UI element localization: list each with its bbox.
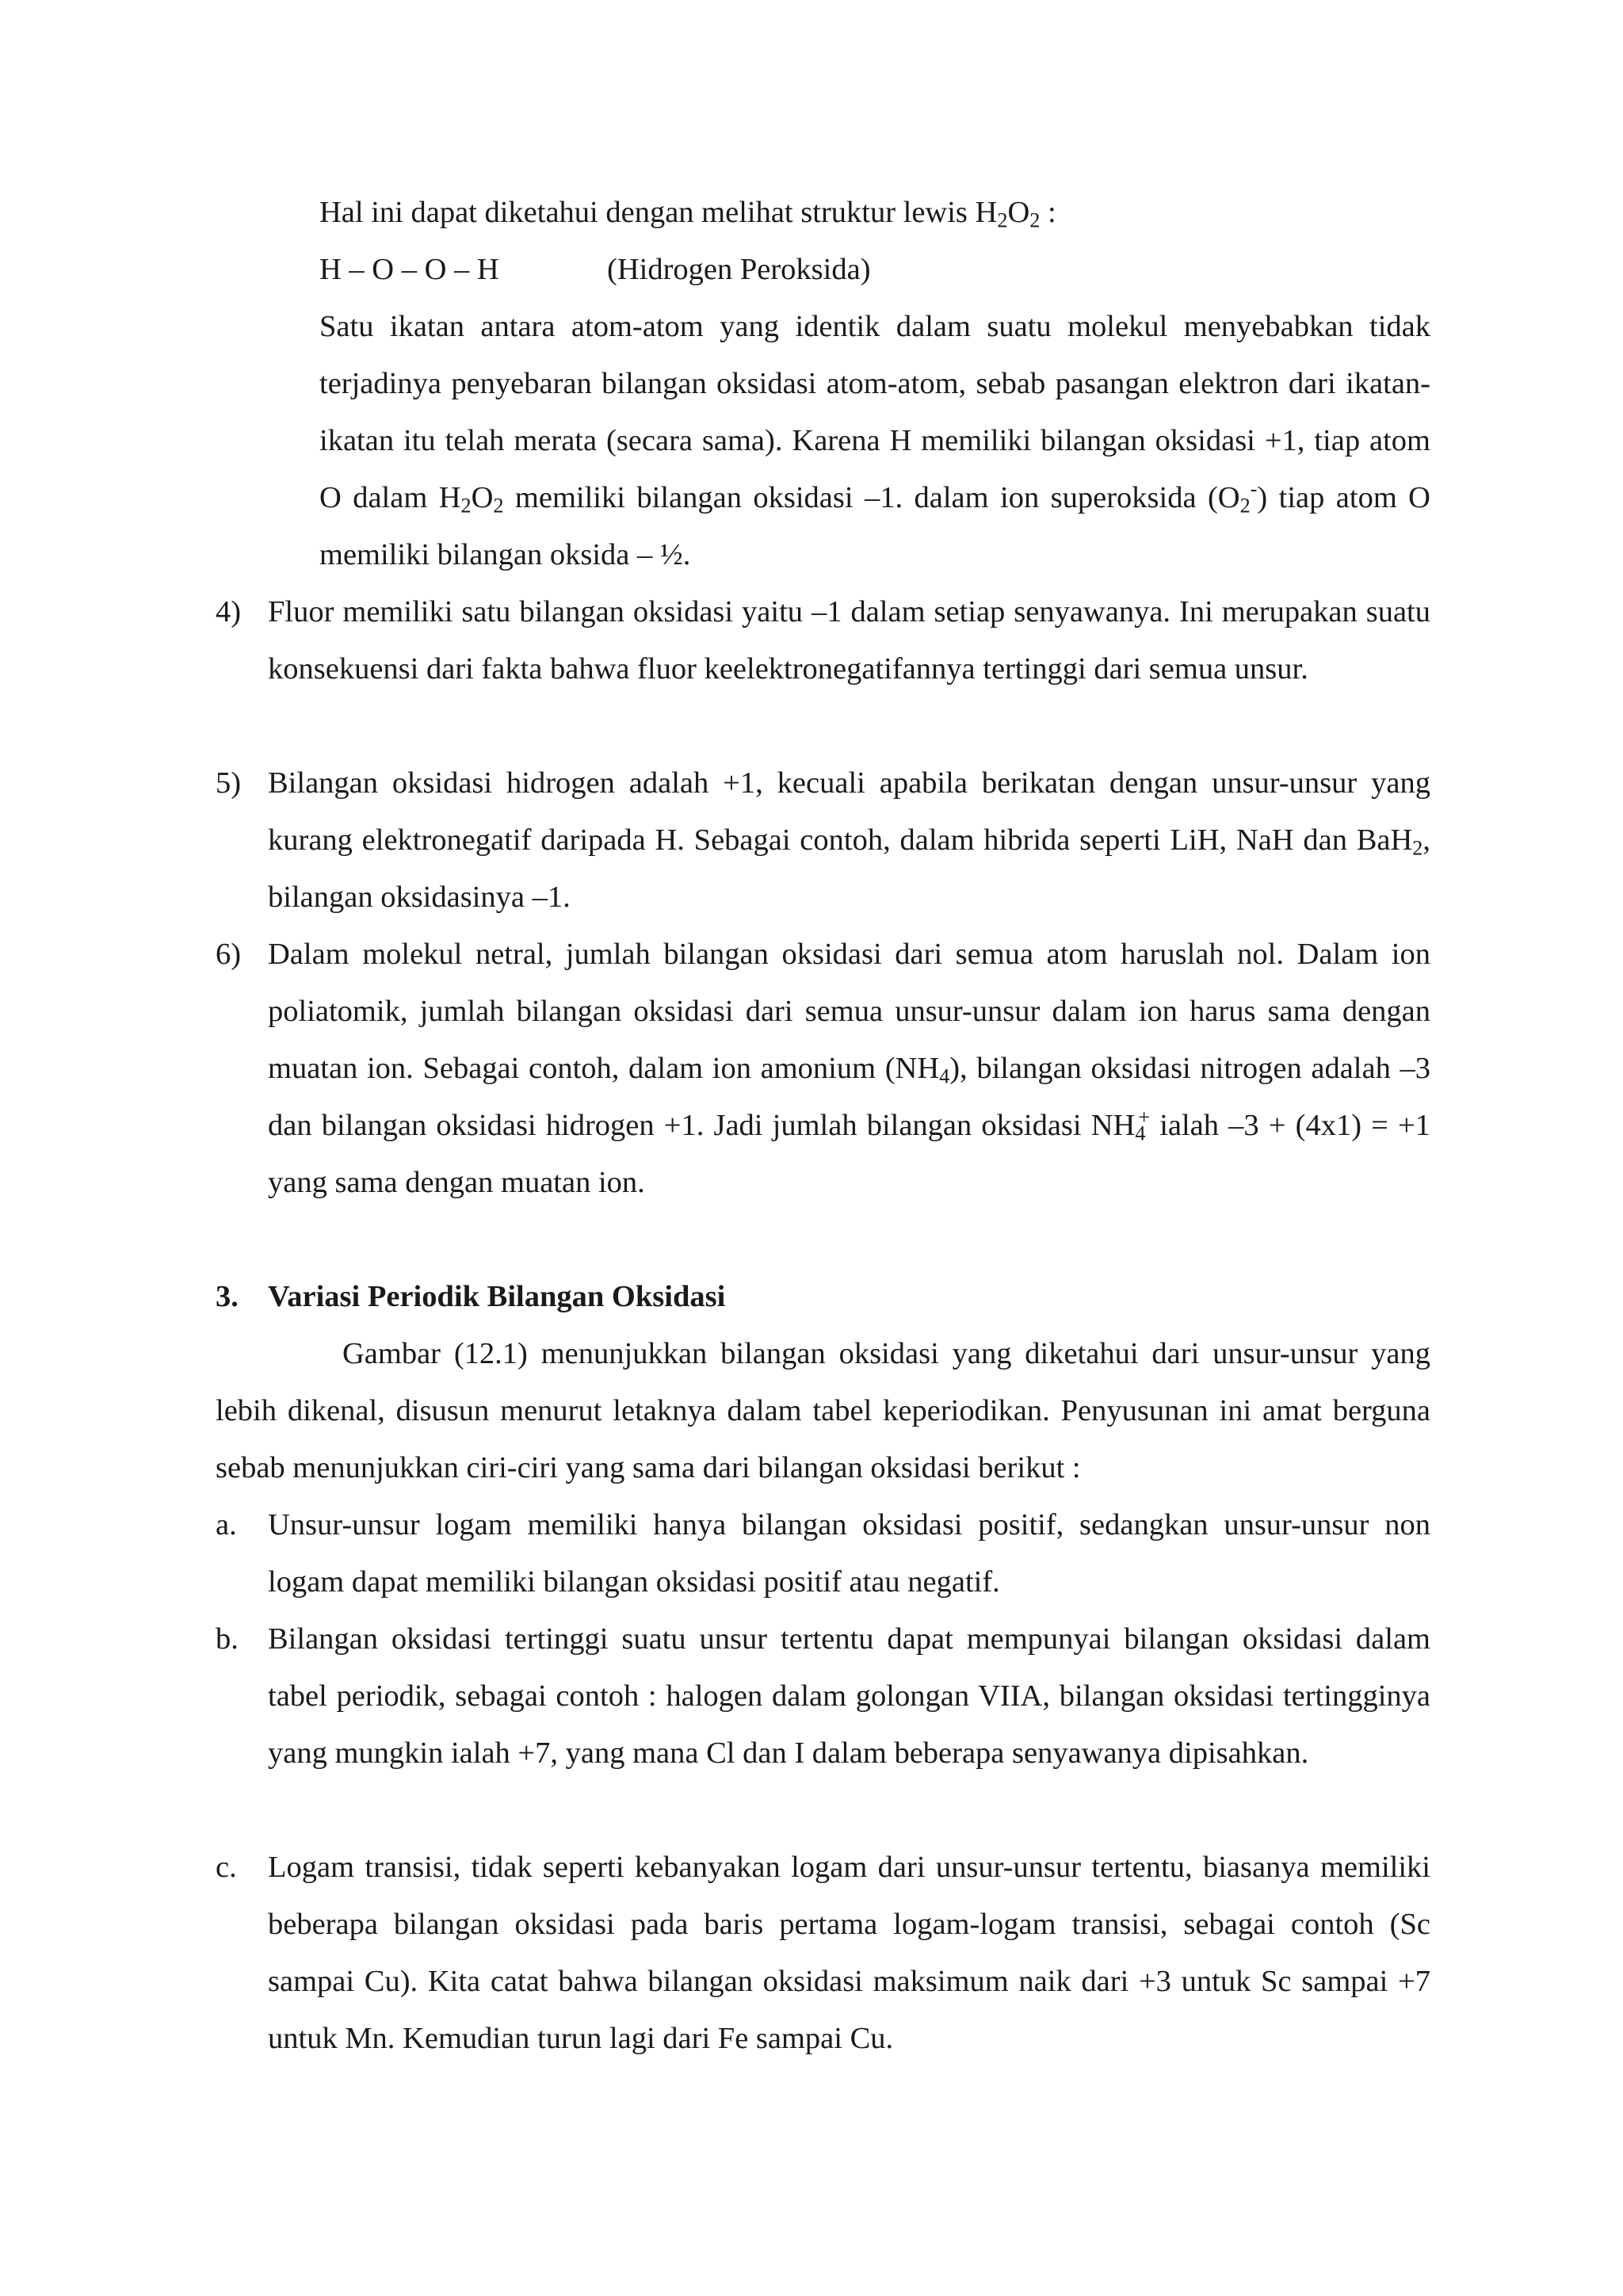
rule-text: , bilangan oksidasinya –1. — [268, 823, 1430, 914]
rule-text: Dalam molekul netral, jumlah bilangan oksidasi dari semua atom haruslah nol. Dalam ion poliatomik, jumlah bilangan oksidasi dari semua unsur-unsur dalam ion harus sama dengan muatan ion. Sebagai contoh, dalam ion amonium (NH — [268, 938, 1430, 1085]
rule-text: ialah –3 + (4x1) = +1 yang sama dengan muatan ion. — [268, 1109, 1430, 1199]
formula-o: O — [471, 481, 494, 514]
item-a-text: Unsur-unsur logam memiliki hanya bilangan oksidasi positif, sedangkan unsur-unsur non logam dapat memiliki bilangan oksidasi positif atau negatif. — [268, 1508, 1430, 1599]
para-text: Satu ikatan antara atom-atom yang identik dalam suatu molekul menyebabkan tidak terjadinya penyebaran bilangan oksidasi atom-atom, sebab pasangan elektron dari ikatan-ikatan itu telah merata (secara sama). Karena H memiliki bilangan oksidasi +1, tiap atom O dalam H — [319, 310, 1430, 514]
item-c-text: Logam transisi, tidak seperti kebanyakan logam dari unsur-unsur tertentu, biasanya memiliki beberapa bilangan oksidasi pada baris pertama logam-logam transisi, sebagai contoh (Sc sampai Cu). Kita catat bahwa bilangan oksidasi maksimum naik dari +3 untuk Sc sampai +7 untuk Mn. Kemudian turun lagi dari Fe sampai Cu. — [268, 1851, 1430, 2055]
intro-text: Gambar (12.1) menunjukkan bilangan oksidasi yang diketahui dari unsur-unsur yang lebih dikenal, disusun menurut letaknya dalam tabel keperiodikan. Penyusunan ini amat berguna sebab menunjukkan ciri-ciri yang sama dari bilangan oksidasi berikut : — [216, 1337, 1430, 1484]
subscript: 2 — [493, 494, 504, 518]
lewis-intro-line — [319, 184, 1429, 241]
subscript: 2 — [997, 208, 1008, 232]
superscript: + — [1138, 1105, 1151, 1129]
lewis-structure: H – O – O – H — [319, 253, 499, 286]
subscript: 2 — [1029, 208, 1041, 232]
rule-text: Bilangan oksidasi hidrogen adalah +1, kecuali apabila berikatan dengan unsur-unsur yang kurang elektronegatif daripada H. Sebagai contoh, dalam hibrida seperti LiH, NaH dan BaH — [268, 766, 1430, 857]
subscript: 4 — [1135, 1121, 1146, 1145]
colon: : — [1040, 196, 1056, 229]
formula-o: O — [1007, 196, 1030, 229]
rule-5-text — [268, 755, 1430, 926]
lewis-intro-text: Hal ini dapat diketahui dengan melihat struktur lewis H — [319, 196, 998, 229]
para-text: ) tiap atom O memiliki bilangan oksida – ½. — [319, 481, 1430, 571]
subscript: 2 — [1239, 494, 1251, 518]
rule-6-text — [268, 926, 1430, 1211]
rule-text: ), bilangan oksidasi nitrogen adalah –3 dan bilangan oksidasi hidrogen +1. Jadi jumlah bilangan oksidasi NH — [268, 1052, 1430, 1142]
superscript: - — [1250, 477, 1258, 501]
subscript: 2 — [460, 494, 472, 518]
section-intro-paragraph — [216, 1325, 1430, 1496]
lewis-explanation-paragraph — [319, 298, 1430, 583]
item-b-text: Bilangan oksidasi tertinggi suatu unsur tertentu dapat mempunyai bilangan oksidasi dalam tabel periodik, sebagai contoh : halogen dalam golongan VIIA, bilangan oksidasi tertingginya yang mungkin ialah +7, yang mana Cl dan I dalam beberapa senyawanya dipisahkan. — [268, 1622, 1430, 1770]
section-title: Variasi Periodik Bilangan Oksidasi — [268, 1280, 726, 1313]
rule-number: 6) — [216, 938, 242, 971]
para-text: memiliki bilangan oksidasi –1. dalam ion superoksida (O — [503, 481, 1240, 514]
item-label: b. — [216, 1622, 239, 1656]
section-number: 3. — [216, 1280, 239, 1313]
rule-number: 5) — [216, 766, 242, 800]
subscript: 4 — [939, 1064, 950, 1088]
subscript: 2 — [1412, 836, 1423, 860]
lewis-structure-line — [319, 241, 1429, 298]
lewis-name: (Hidrogen Peroksida) — [607, 253, 871, 286]
item-label: c. — [216, 1851, 237, 1884]
rule-4-text: Fluor memiliki satu bilangan oksidasi yaitu –1 dalam setiap senyawanya. Ini merupakan suatu konsekuensi dari fakta bahwa fluor keelektronegatifannya tertinggi dari semua unsur. — [268, 595, 1430, 686]
item-label: a. — [216, 1508, 237, 1541]
rule-number: 4) — [216, 595, 242, 628]
